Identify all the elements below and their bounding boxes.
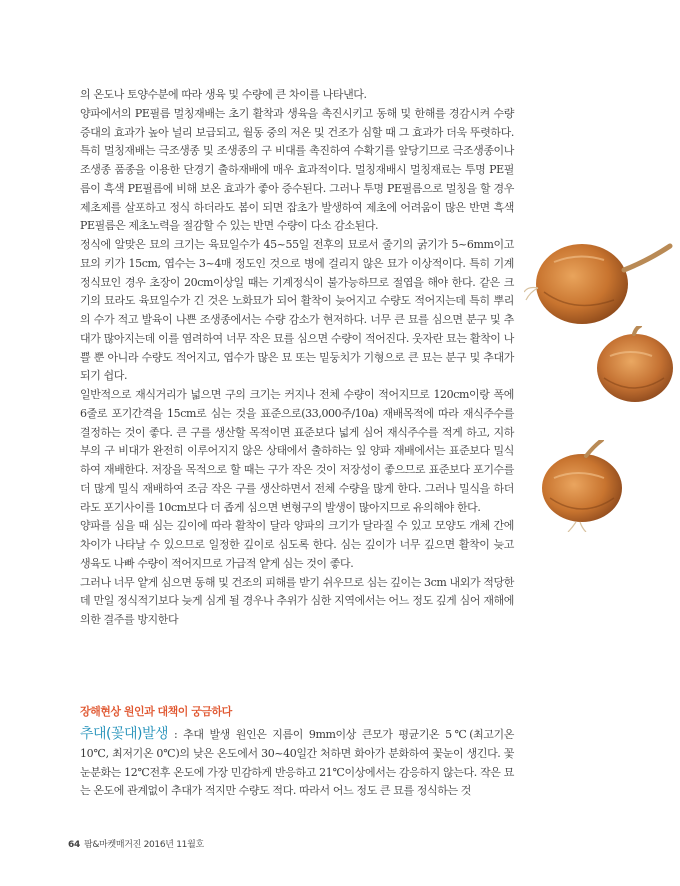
section-paragraph xyxy=(80,725,514,801)
article-body xyxy=(80,86,514,630)
paragraph: 의 온도나 토양수분에 따라 생육 및 수량에 큰 차이를 나타낸다. xyxy=(80,88,367,101)
paragraph: 정식에 알맞은 묘의 크기는 육묘일수가 45~55일 전후의 묘로서 줄기의 굵기가 5~6mm이고 묘의 키가 15cm, 엽수는 3~4매 정도인 것으로 병에 걸리지 않은 묘가 이상적이다. 특히 기계 정식묘인 경우 초장이 20cm이상일 때는 기계정식이 불가능하므로 절엽을 해야 한다. 같은 크기의 묘라도 육묘일수가 긴 것은 노화묘가 되어 활착이 늦어지고 수량도 적어지는데 특히 뿌리의 수가 적고 발육이 나쁜 조생종에서는 수량 감소가 현저하다. 너무 큰 묘를 심으면 분구 및 추대가 많아지는데 이를 염려하여 너무 작은 묘를 심으면 수량이 적어진다. 웃자란 묘는 활착이 나쁠 뿐 아니라 수량도 적어지고, 엽수가 많은 묘 또는 밑둥치가 기형으로 큰 묘는 분구 및 추대가 되기 쉽다. xyxy=(80,238,514,383)
paragraph: 그러나 너무 얕게 심으면 동해 및 건조의 피해를 받기 쉬우므로 심는 깊이는 3cm 내외가 적당한데 만일 정식적기보다 늦게 심게 될 경우나 추위가 심한 지역에서는 어느 정도 깊게 심어 재해에 의한 결주를 방지한다 xyxy=(80,575,514,626)
paragraph: 양파를 심을 때 심는 깊이에 따라 활착이 달라 양파의 크기가 달라질 수 있고 모양도 개체 간에 차이가 나타날 수 있으므로 일정한 깊이로 심도록 한다. 심는 깊이가 너무 깊으면 활착이 늦고 생육도 나빠 수량이 적어지므로 가급적 얕게 심는 것이 좋다. xyxy=(80,519,514,570)
section-heading: 장해현상 원인과 대책이 궁금하다 xyxy=(80,705,232,718)
page-footer xyxy=(68,837,204,850)
onion-image-middle xyxy=(590,326,676,406)
paragraph: 일반적으로 재식거리가 넓으면 구의 크기는 커지나 전체 수량이 적어지므로 120cm이랑 폭에 6줄로 포기간격을 15cm로 심는 것을 표준으로(33,000주/10a) 재배목적에 따라 재식주수를 결정하는 것이 좋다. 큰 구를 생산할 목적이면 표준보다 넓게 심어 재식주수를 적게 하고, 지하부의 구 비대가 완전히 이루어지지 않은 상태에서 출하하는 잎 양파 재배에서는 표준보다 밀식하여 재배한다. 저장을 목적으로 할 때는 구가 작은 것이 저장성이 좋으므로 표준보다 포기수를 더 많게 밀식 재배하여 조금 작은 구를 생산하면서 전체 수량을 많게 한다. 그러나 밀식을 하더라도 포기사이를 10cm보다 더 좁게 심으면 변형구의 발생이 많아지므로 유의해야 한다. xyxy=(80,388,514,514)
onion-image-top xyxy=(524,222,674,334)
publication-name: 팜&마켓매거진 2016년 11월호 xyxy=(83,840,204,850)
section-text: : 추대 발생 원인은 지름이 9mm이상 큰모가 평균기온 5℃(최고기온 10℃, 최저기온 0℃)의 낮은 온도에서 30~40일간 처하면 화아가 분화하여 꽃눈이 생긴다. 꽃눈분화는 12℃전후 온도에 가장 민감하게 반응하고 21℃이상에서는 감응하지 않는다. 작은 묘는 온도에 관계없이 추대가 적지만 수량도 적다. 따라서 어느 정도 큰 묘를 정식하는 것 xyxy=(80,728,514,798)
section-term: 추대(꽃대)발생 xyxy=(80,726,169,742)
page-number: 64 xyxy=(68,840,80,850)
onion-image-bottom xyxy=(538,440,630,532)
paragraph: 양파에서의 PE필름 멀칭재배는 초기 활착과 생육을 촉진시키고 동해 및 한해를 경감시켜 수량증대의 효과가 높아 널리 보급되고, 월동 중의 저온 및 건조가 심할 때 그 효과가 더욱 뚜렷하다. 특히 멀칭재배는 극조생종 및 조생종의 구 비대를 촉진하여 수확기를 앞당기므로 극조생종이나 조생종 품종을 이용한 단경기 출하재배에 매우 효과적이다. 멀칭재배시 멀칭재료는 투명 PE필름이 흑색 PE필름에 비해 보온 효과가 좋아 증수된다. 그러나 투명 PE필름으로 멀칭을 할 경우 제초제를 살포하고 정식 하더라도 봄이 되면 잡초가 발생하여 제초에 어려움이 많은 반면 흑색 PE필름은 제초노력을 절감할 수 있는 반면 수량이 다소 감소된다. xyxy=(80,106,514,233)
